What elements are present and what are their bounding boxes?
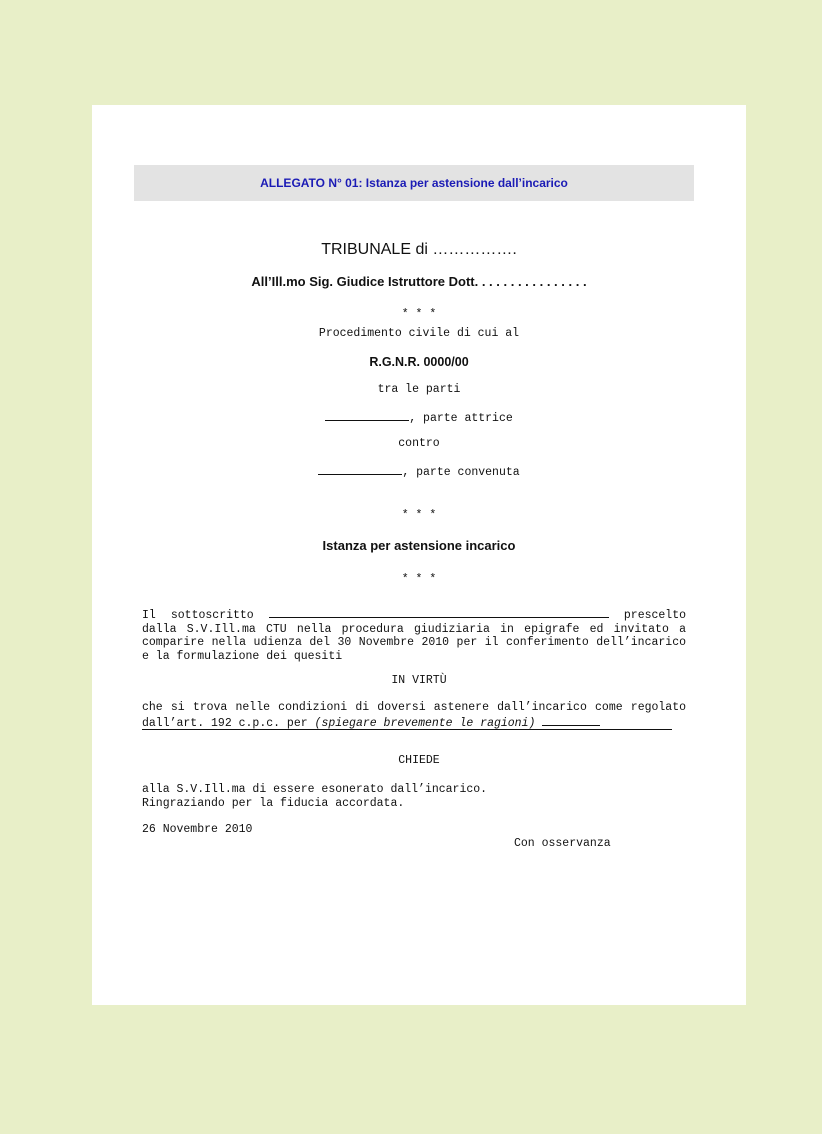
name-blank [269, 607, 609, 618]
court-title: TRIBUNALE di ……………. [321, 241, 517, 258]
closing-line-2: Ringraziando per la fiducia accordata. [142, 797, 405, 810]
closing-line-1: alla S.V.Ill.ma di essere esonerato dall’incarico. [142, 783, 488, 796]
sottoscritto-text: prescelto dalla S.V.Ill.ma CTU nella procedura giudiziaria in epigrafe ed invitato a comparire nella udienza del 30 Novembre 2010 per il conferimento dell’incarico e la formulazione dei quesiti [142, 609, 687, 663]
against-label: contro [398, 437, 440, 450]
document-page [92, 105, 746, 1005]
attachment-header-band [134, 165, 694, 201]
separator-stars-1: * * * [401, 308, 437, 321]
chiede-heading: CHIEDE [398, 754, 440, 767]
defendant-label: , parte convenuta [402, 466, 520, 479]
separator-stars-3: * * * [401, 573, 437, 586]
reasons-blank-1 [542, 715, 600, 726]
paragraph-reasons [142, 701, 686, 730]
signature-line: Con osservanza [514, 837, 611, 850]
plaintiff-label: , parte attrice [409, 412, 513, 425]
judge-address: All’Ill.mo Sig. Giudice Istruttore Dott. . . . . . . . . . . . . . . . [251, 274, 587, 289]
in-virtu-heading: IN VIRTÙ [391, 674, 447, 687]
plaintiff-blank [325, 410, 409, 421]
rgnr-number: R.G.N.R. 0000/00 [369, 355, 469, 369]
istanza-title: Istanza per astensione incarico [322, 538, 516, 553]
sottoscritto-label: Il sottoscritto [142, 609, 254, 622]
reasons-text: che si trova nelle condizioni di doversi astenere dall’incarico come regolato dall’art. 192 c.p.c. per [142, 701, 686, 730]
document-date: 26 Novembre 2010 [142, 823, 253, 836]
separator-stars-2: * * * [401, 509, 437, 522]
defendant-blank [318, 464, 402, 475]
attachment-title: ALLEGATO N° 01: Istanza per astensione dall’incarico [260, 176, 568, 190]
plaintiff-line [92, 410, 746, 425]
reasons-hint: (spiegare brevemente le ragioni) [314, 716, 536, 730]
defendant-line [92, 464, 746, 479]
paragraph-sottoscritto [142, 607, 686, 663]
between-parties-label: tra le parti [377, 383, 461, 396]
procedure-label: Procedimento civile di cui al [318, 327, 520, 340]
reasons-blank-2 [142, 729, 672, 730]
